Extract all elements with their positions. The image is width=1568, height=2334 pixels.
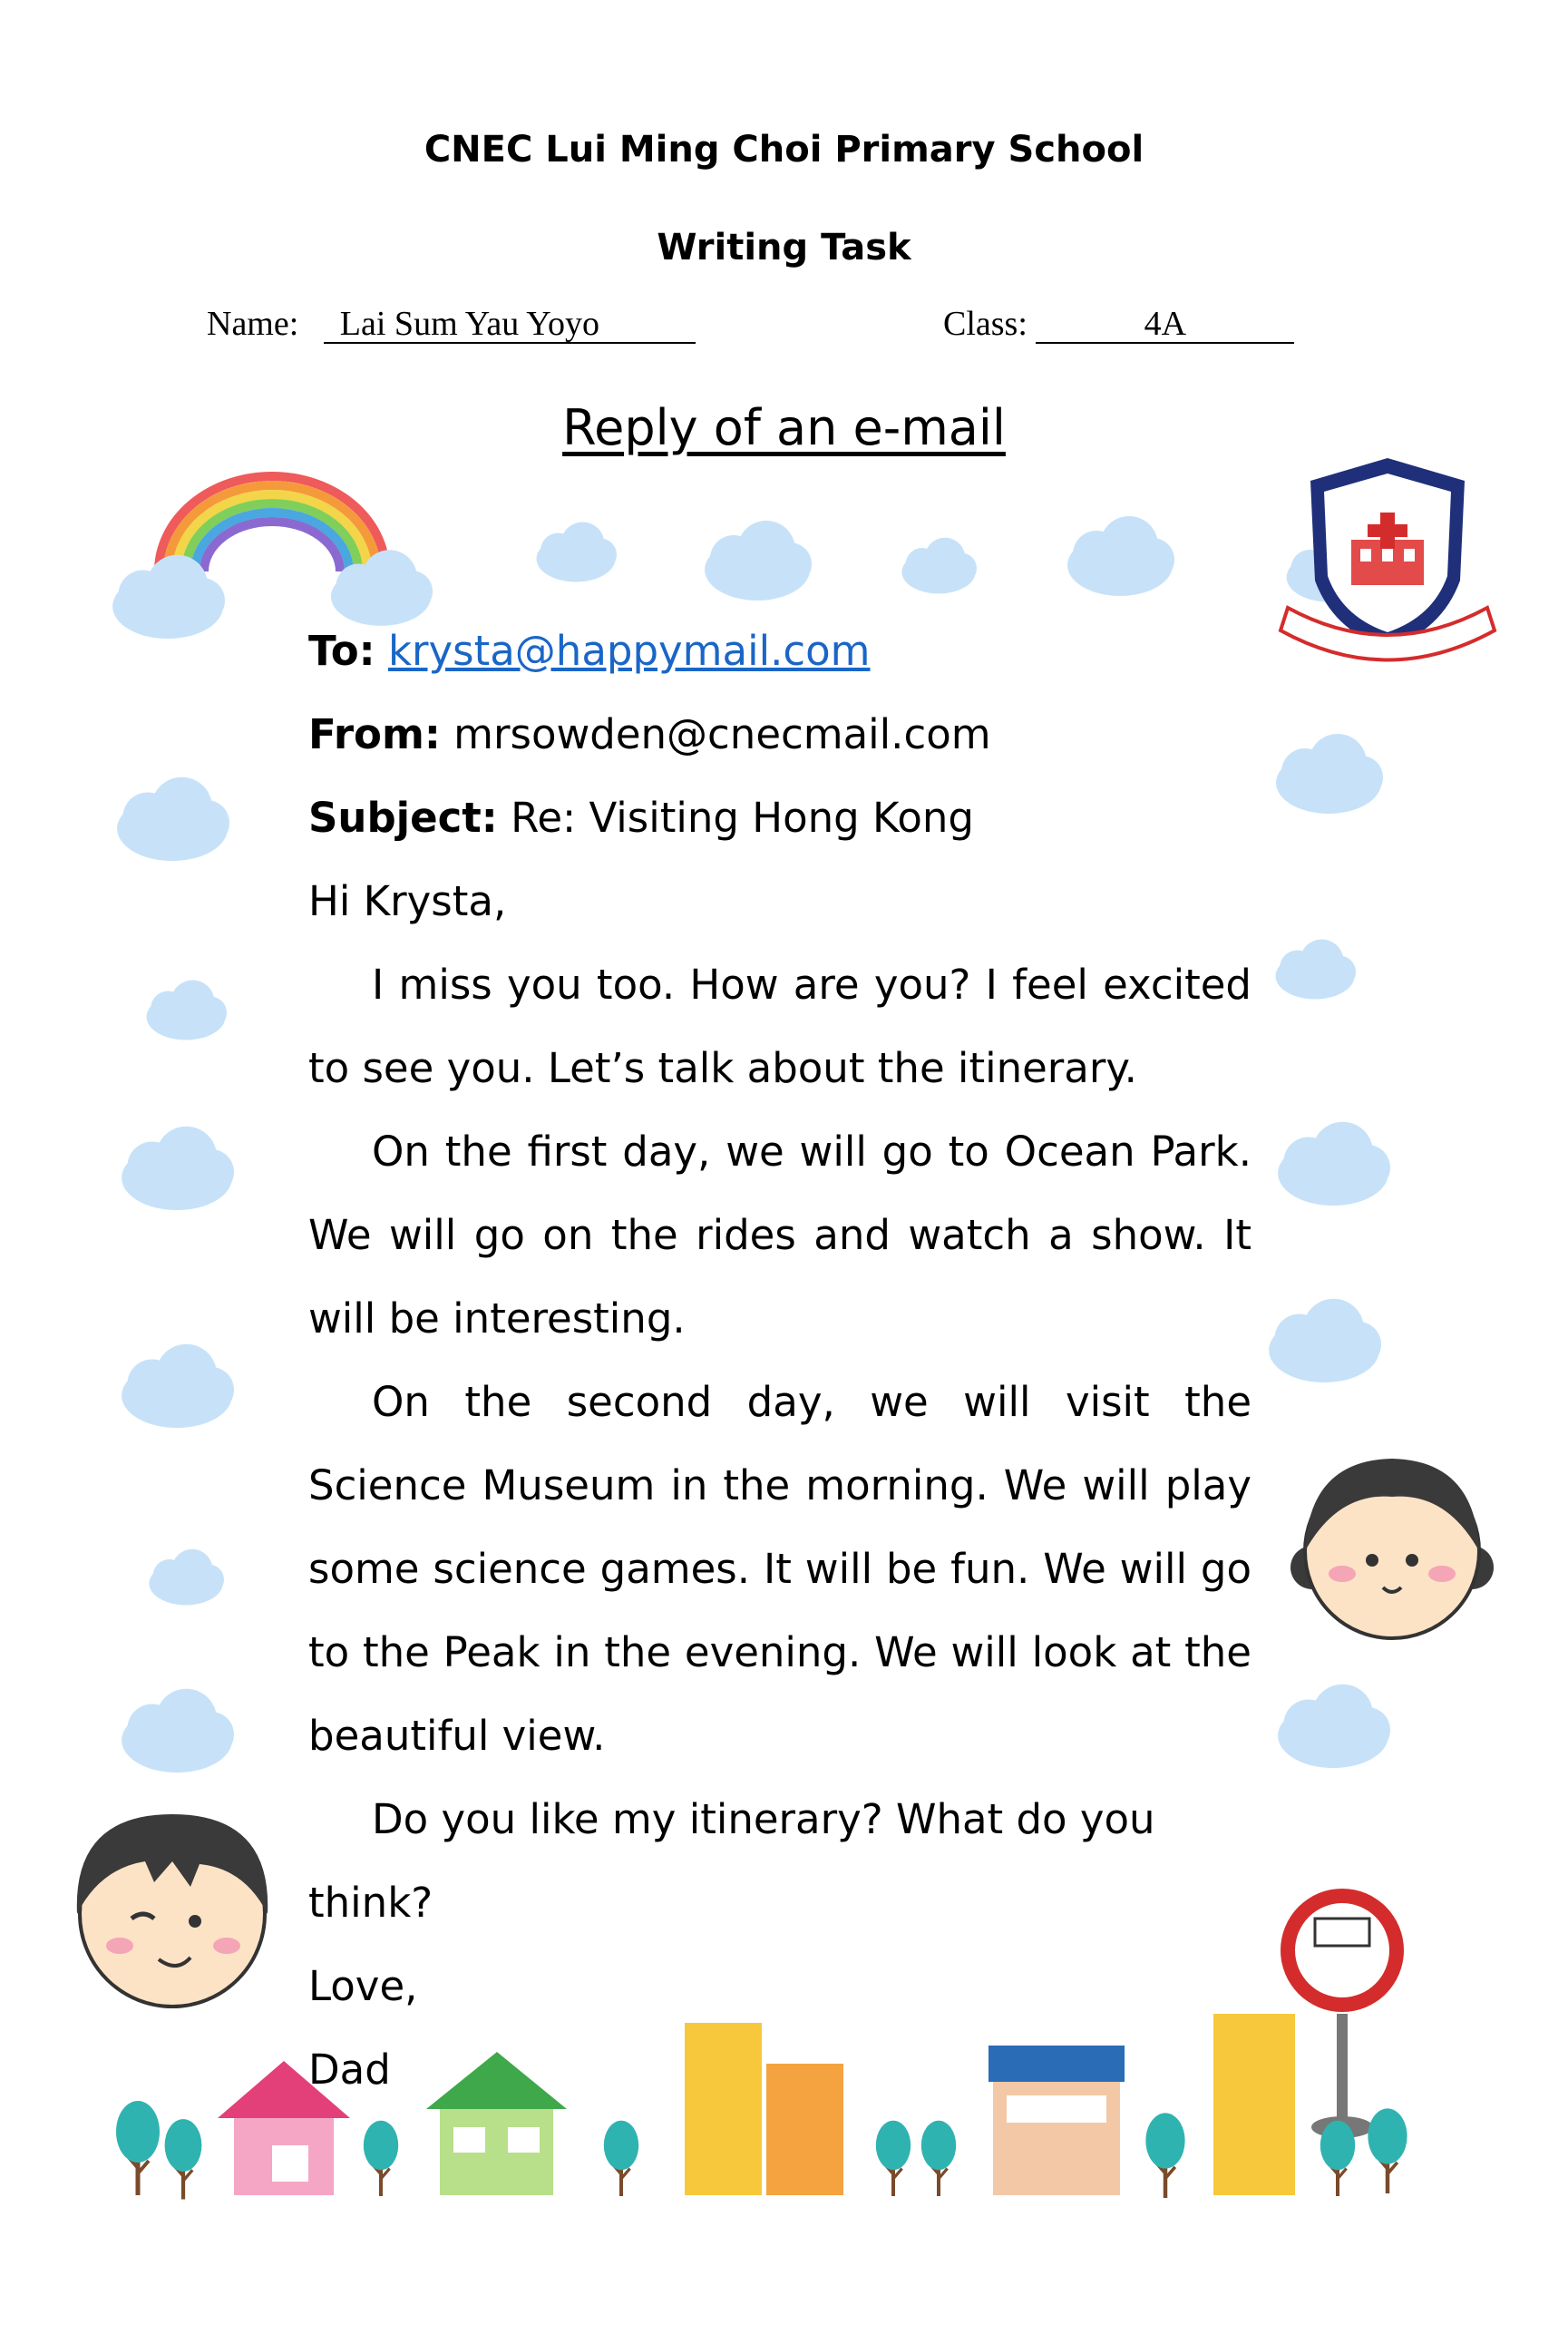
school-name: CNEC Lui Ming Choi Primary School	[424, 129, 1144, 171]
closing: Love,	[308, 1962, 418, 2010]
greeting: Hi Krysta,	[308, 877, 507, 925]
subject-value: Re: Visiting Hong Kong	[511, 794, 974, 842]
girl-face-icon	[1290, 1459, 1494, 1638]
name-label: Name:	[207, 305, 299, 343]
task-title: Writing Task	[657, 227, 911, 269]
to-email-link[interactable]: krysta@happymail.com	[387, 627, 871, 675]
name-value: Lai Sum Yau Yoyo	[324, 306, 696, 344]
to-line	[308, 610, 1251, 693]
class-label: Class:	[943, 305, 1027, 343]
from-label: From:	[308, 710, 441, 758]
boy-face-icon	[77, 1814, 268, 2007]
paragraph-4: Do you like my itinerary? What do you think?	[308, 1795, 1155, 1927]
signature: Dad	[308, 2046, 391, 2094]
subject-line	[308, 776, 1251, 860]
email-letter	[308, 610, 1251, 2112]
to-label: To:	[308, 627, 375, 675]
class-value: 4A	[1036, 306, 1294, 344]
subject-label: Subject:	[308, 794, 498, 842]
paragraph-3: On the second day, we will visit the Science Museum in the morning. We will play some science games. It will be fun. We will go to the Peak in the evening. We will look at the beautiful view.	[308, 1378, 1251, 1760]
paragraph-1: I miss you too. How are you? I feel excited to see you. Let’s talk about the itinerary.	[308, 961, 1251, 1092]
class-field	[943, 304, 1294, 344]
from-value: mrsowden@cnecmail.com	[453, 710, 991, 758]
name-field	[207, 304, 696, 344]
rainbow-icon	[159, 476, 385, 571]
bus-stop-sign-icon	[1281, 1889, 1404, 2138]
page-title: Reply of an e-mail	[562, 399, 1006, 456]
from-line	[308, 693, 1251, 776]
paragraph-2: On the first day, we will go to Ocean Park. We will go on the rides and watch a show. It will be interesting.	[308, 1128, 1251, 1343]
